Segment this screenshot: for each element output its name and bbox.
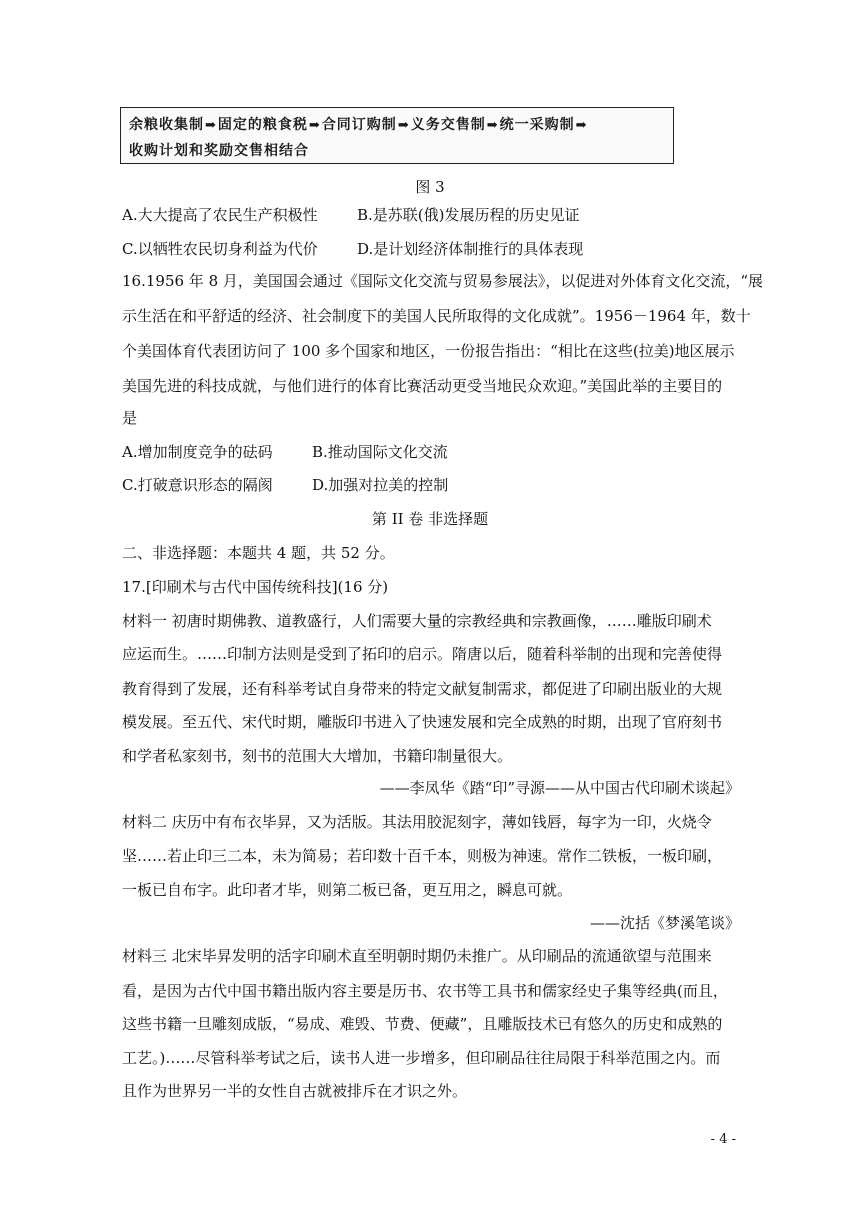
material-1-line: 模发展。至五代、宋代时期，雕版印书进入了快速发展和完全成熟的时期，出现了官府刻书: [122, 713, 723, 731]
figure-caption: 图 3: [415, 178, 445, 196]
q16-option-b: B.推动国际文化交流: [312, 443, 448, 461]
q15-option-c: C.以牺牲农民切身利益为代价: [122, 240, 318, 258]
q16-text-line: 示生活在和平舒适的经济、社会制度下的美国人民所取得的文化成就”。1956－1964 年，数十: [122, 307, 751, 325]
material-3-line: 工艺。)……尽管科举考试之后，读书人进一步增多，但印刷品往往局限于科举范围之内。而: [122, 1049, 721, 1067]
q16-text-line: 个美国体育代表团访问了 100 多个国家和地区，一份报告指出：“相比在这些(拉美)地区展示: [122, 342, 735, 360]
material-2-line: 坚……若止印三二本，未为简易；若印数十百千本，则极为神速。常作二铁板，一板印刷，: [122, 847, 723, 865]
right-arrow-icon: ➡: [397, 118, 410, 133]
material-1-line: 材料一 初唐时期佛教、道教盛行，人们需要大量的宗教经典和宗教画像，……雕版印刷术: [122, 612, 712, 630]
section-title: 第 II 卷 非选择题: [371, 510, 489, 528]
q16-option-c: C.打破意识形态的隔阂: [122, 476, 273, 494]
q16-option-d: D.加强对拉美的控制: [312, 476, 449, 494]
material-3-line: 且作为世界另一半的女性自古就被排斥在才识之外。: [122, 1082, 468, 1100]
q16-text-line: 16.1956 年 8 月，美国国会通过《国际文化交流与贸易参展法》，以促进对外体育文化交流，“展: [122, 272, 764, 290]
q17-title: 17.[印刷术与古代中国传统科技](16 分): [122, 578, 389, 596]
material-1-line: 教育得到了发展，还有科举考试自身带来的特定文献复制需求，都促进了印刷出版业的大规: [122, 680, 723, 698]
q16-text-line: 是: [122, 409, 138, 427]
material-1-line: 和学者私家刻书，刻书的范围大大增加，书籍印制量很大。: [122, 747, 513, 765]
figure-3-flowchart: [120, 107, 674, 164]
q15-option-d: D.是计划经济体制推行的具体表现: [357, 240, 584, 258]
material-3-line: 材料三 北宋毕昇发明的活字印刷术直至明朝时期仍未推广。从印刷品的流通欲望与范围来: [122, 947, 712, 965]
q15-option-a: A.大大提高了农民生产积极性: [122, 206, 318, 224]
right-arrow-icon: ➡: [486, 118, 499, 133]
material-1-source: ——李凤华《踏“印”寻源——从中国古代印刷术谈起》: [379, 779, 740, 797]
page-number: - 4 -: [710, 1132, 736, 1147]
flow-step: 余粮收集制: [129, 117, 204, 133]
flow-step: 固定的粮食税: [217, 117, 308, 133]
material-2-line: 一板已自布字。此印者才毕，则第二板已备，更互用之，瞬息可就。: [122, 881, 573, 899]
section-intro: 二、非选择题：本题共 4 题，共 52 分。: [122, 544, 395, 562]
material-3-line: 这些书籍一旦雕刻成版，“易成、难毁、节费、便藏”，且雕版技术已有悠久的历史和成熟的: [122, 1015, 723, 1033]
q16-text-line: 美国先进的科技成就，与他们进行的体育比赛活动更受当地民众欢迎。”美国此举的主要目的: [122, 377, 723, 395]
right-arrow-icon: ➡: [575, 118, 588, 133]
material-1-line: 应运而生。……印制方法则是受到了拓印的启示。隋唐以后，随着科举制的出现和完善使得: [122, 645, 723, 663]
flow-step: 义务交售制: [410, 117, 486, 133]
material-2-line: 材料二 庆历中有布衣毕昇，又为活版。其法用胶泥刻字，薄如钱唇，每字为一印，火烧令: [122, 813, 712, 831]
flowchart-row-1: [129, 114, 589, 134]
right-arrow-icon: ➡: [205, 118, 217, 133]
flow-step: 收购计划和奖励交售相结合: [129, 143, 309, 159]
material-2-source: ——沈括《梦溪笔谈》: [589, 914, 740, 932]
q15-option-b: B.是苏联(俄)发展历程的历史见证: [357, 206, 580, 224]
right-arrow-icon: ➡: [308, 118, 321, 133]
flow-step: 统一采购制: [499, 117, 575, 133]
q16-option-a: A.增加制度竞争的砝码: [122, 443, 273, 461]
material-3-line: 看，是因为古代中国书籍出版内容主要是历书、农书等工具书和儒家经史子集等经典(而且，: [122, 982, 728, 1000]
flow-step: 合同订购制: [321, 117, 397, 133]
